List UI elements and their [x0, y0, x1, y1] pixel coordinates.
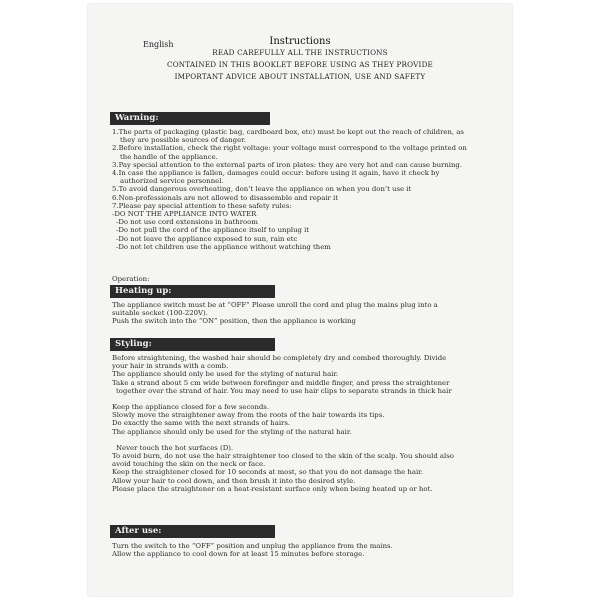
warning-line: 7.Please pay special attention to these safety rules: [112, 201, 292, 210]
warning-line: -DO NOT THE APPLIANCE INTO WATER [112, 210, 257, 219]
styling-line: Do exactly the same with the next strands of hairs. [112, 419, 291, 428]
after-use-line: Allow the appliance to cool down for at least 15 minutes before storage. [112, 550, 365, 559]
intro-block [110, 47, 490, 83]
warning-line: 4.In case the appliance is fallen, damages could occur: before using it again, have it check by [112, 169, 440, 178]
styling-line: your hair in strands with a comb. [112, 362, 229, 371]
styling-line: The appliance should only be used for the styling of natural hair. [112, 370, 339, 379]
styling-line: Keep the straightener closed for 10 seconds at most, so that you do not damage the hair. [112, 468, 423, 477]
warning-heading: Warning: [110, 112, 270, 125]
styling-line: avoid touching the skin on the neck or face. [112, 460, 266, 469]
warning-line: 5.To avoid dangerous overheating, don’t leave the appliance on when you don’t use it [112, 185, 412, 194]
after-use-line: Turn the switch to the “OFF” position and unplug the appliance from the mains. [112, 542, 393, 550]
heating-block [112, 301, 504, 326]
styling-line: Slowly move the straightener away from the roots of the hair towards its tips. [112, 411, 385, 420]
styling-heading: Styling: [110, 338, 275, 351]
intro-line: IMPORTANT ADVICE ABOUT INSTALLATION, USE AND SAFETY [174, 72, 426, 81]
warning-line: 6.Non-professionals are not allowed to disassemble and repair it [112, 193, 338, 202]
warning-line: 2.Before installation, check the right voltage: your voltage must correspond to the voltage printed on [112, 144, 467, 153]
language-label: English [143, 40, 174, 49]
styling-line: To avoid burn, do not use the hair straightener too closed to the skin of the scalp. You should also [112, 452, 454, 461]
after-use-block [112, 542, 504, 558]
warning-block [112, 128, 504, 251]
styling-line: Take a strand about 5 cm wide between forefinger and middle finger, and press the straightener [112, 378, 450, 387]
intro-line: READ CAREFULLY ALL THE INSTRUCTIONS [212, 48, 388, 57]
heating-line: The appliance switch must be at “OFF” Please unroll the cord and plug the mains plug into a [112, 301, 438, 309]
warning-line: they are possible sources of danger. [120, 136, 246, 145]
warning-line: 1.The parts of packaging (plastic bag, cardboard box, etc) must be kept out the reach of children, as [112, 128, 464, 136]
warning-line: -Do not use cord extensions in bathroom [116, 218, 258, 227]
warning-line: authorized service personnel. [120, 177, 224, 186]
warning-line: -Do not let children use the appliance without watching them [116, 242, 331, 251]
styling-line: together over the strand of hair. You may need to use hair clips to separate strands in thick hair [116, 386, 452, 395]
warning-line: 3.Pay special attention to the external parts of iron plates: they are very hot and can cause burning. [112, 160, 463, 169]
styling-line: Before straightening, the washed hair should be completely dry and combed thoroughly. Divide [112, 354, 447, 362]
styling-line: The appliance should only be used for the styling of the natural hair. [112, 427, 352, 436]
styling-block [112, 354, 504, 493]
heating-line: Push the switch into the “ON” position, then the appliance is working [112, 317, 356, 326]
page-title: Instructions [269, 36, 331, 47]
heating-heading: Heating up: [110, 285, 275, 298]
styling-line: Allow your hair to cool down, and then brush it into the desired style. [112, 476, 356, 485]
intro-line: CONTAINED IN THIS BOOKLET BEFORE USING AS THEY PROVIDE [167, 60, 433, 69]
warning-line: -Do not leave the appliance exposed to sun, rain etc [116, 234, 298, 243]
styling-line: Never touch the hot surfaces (D). [116, 443, 234, 452]
after-use-heading: After use: [110, 525, 275, 538]
instruction-sheet [88, 4, 512, 596]
heating-line: suitable socket (100-220V). [112, 309, 208, 318]
warning-line: -Do not pull the cord of the appliance itself to unplug it [116, 226, 310, 235]
operation-label: Operation: [112, 275, 150, 283]
warning-line: the handle of the appliance. [120, 152, 218, 161]
styling-line: Please place the straightener on a heat-resistant surface only when being heated up or hot. [112, 484, 433, 493]
styling-line: Keep the appliance closed for a few seconds. [112, 403, 270, 412]
